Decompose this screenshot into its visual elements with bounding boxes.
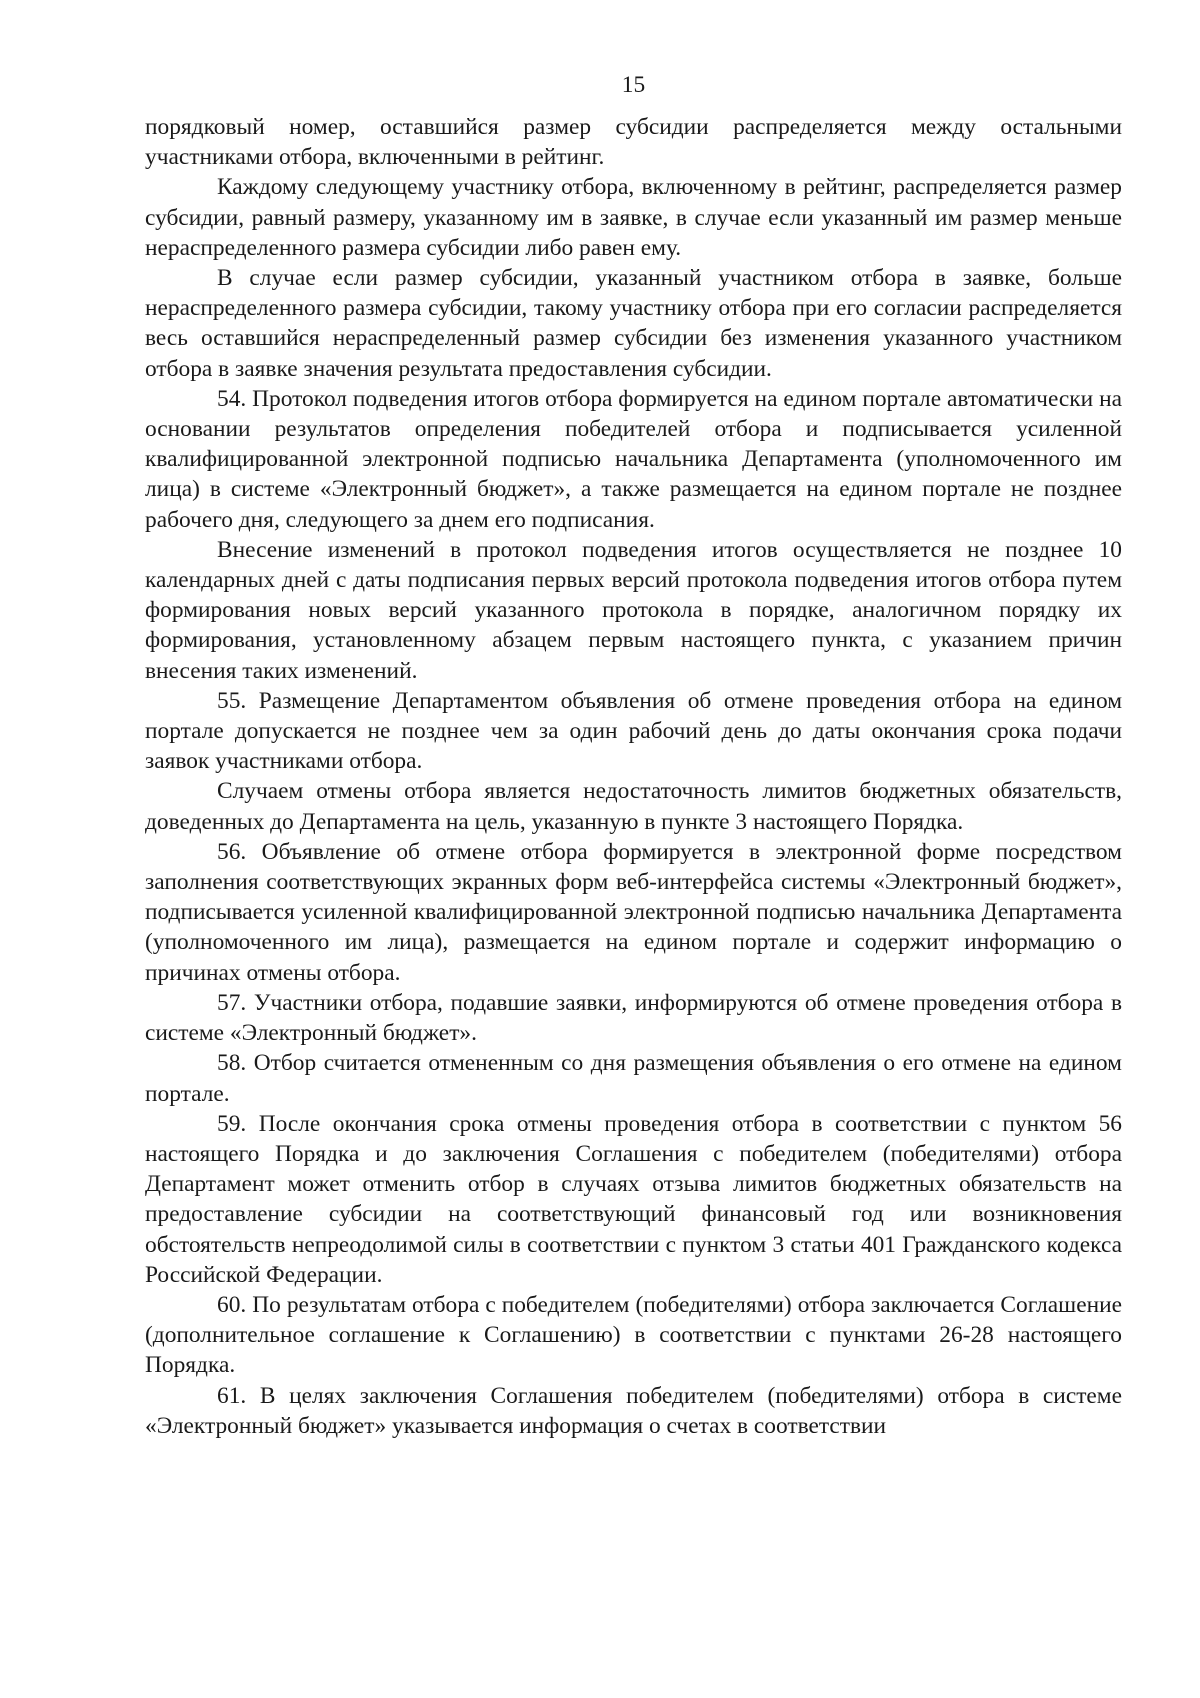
document-body <box>145 112 1122 1441</box>
paragraph-item-59: 59. После окончания срока отмены проведения отбора в соответствии с пунктом 56 настоящего Порядка и до заключения Соглашения с победителем (победителями) отбора Департамент может отменить отбор в случаях отзыва лимитов бюджетных обязательств на предоставление субсидии на соответствующий финансовый год или возникновения обстоятельств непреодолимой силы в соответствии с пунктом 3 статьи 401 Гражданского кодекса Российской Федерации. <box>145 1110 1122 1288</box>
paragraph-item-61: 61. В целях заключения Соглашения победителем (победителями) отбора в системе «Электронный бюджет» указывается информация о счетах в соответствии <box>145 1382 1122 1439</box>
page-number: 15 <box>621 72 646 98</box>
paragraph-next-participant: Каждому следующему участнику отбора, включенному в рейтинг, распределяется размер субсидии, равный размеру, указанному им в заявке, в случае если указанный им размер меньше нераспределенного размера субсидии либо равен ему. <box>145 174 1122 261</box>
paragraph-item-58: 58. Отбор считается отмененным со дня размещения объявления о его отмене на едином портале. <box>145 1050 1122 1107</box>
paragraph-cancellation-case: Случаем отмены отбора является недостаточность лимитов бюджетных обязательств, доведенных до Департамента на цель, указанную в пункте 3 настоящего Порядка. <box>145 778 1122 835</box>
paragraph-item-54: 54. Протокол подведения итогов отбора формируется на едином портале автоматически на основании результатов определения победителей отбора и подписывается усиленной квалифицированной электронной подписью начальника Департамента (уполномоченного им лица) в системе «Электронный бюджет», а также размещается на едином портале не позднее рабочего дня, следующего за днем его подписания. <box>145 385 1122 533</box>
paragraph-item-55: 55. Размещение Департаментом объявления об отмене проведения отбора на едином портале допускается не позднее чем за один рабочий день до даты окончания срока подачи заявок участниками отбора. <box>145 687 1122 775</box>
paragraph-subsidy-exceeds: В случае если размер субсидии, указанный участником отбора в заявке, больше нераспределенного размера субсидии, такому участнику отбора при его согласии распределяется весь оставшийся нераспределенный размер субсидии без изменения указанного участником отбора в заявке значения результата предоставления субсидии. <box>145 265 1122 382</box>
paragraph-item-56: 56. Объявление об отмене отбора формируется в электронной форме посредством заполнения соответствующих экранных форм веб-интерфейса системы «Электронный бюджет», подписывается усиленной квалифицированной электронной подписью начальника Департамента (уполномоченного им лица), размещается на едином портале и содержит информацию о причинах отмены отбора. <box>145 838 1122 986</box>
paragraph-protocol-changes: Внесение изменений в протокол подведения итогов осуществляется не позднее 10 календарных дней с даты подписания первых версий протокола подведения итогов отбора путем формирования новых версий указанного протокола в порядке, аналогичном порядку их формирования, установленному абзацем первым настоящего пункта, с указанием причин внесения таких изменений. <box>145 536 1122 684</box>
paragraph-item-57: 57. Участники отбора, подавшие заявки, информируются об отмене проведения отбора в системе «Электронный бюджет». <box>145 989 1122 1047</box>
document-page <box>145 70 1122 1441</box>
paragraph-item-60: 60. По результатам отбора с победителем (победителями) отбора заключается Соглашение (дополнительное соглашение к Соглашению) в соответствии с пунктами 26-28 настоящего Порядка. <box>145 1291 1122 1379</box>
paragraph-continuation: порядковый номер, оставшийся размер субсидии распределяется между остальными участниками отбора, включенными в рейтинг. <box>145 114 1122 171</box>
